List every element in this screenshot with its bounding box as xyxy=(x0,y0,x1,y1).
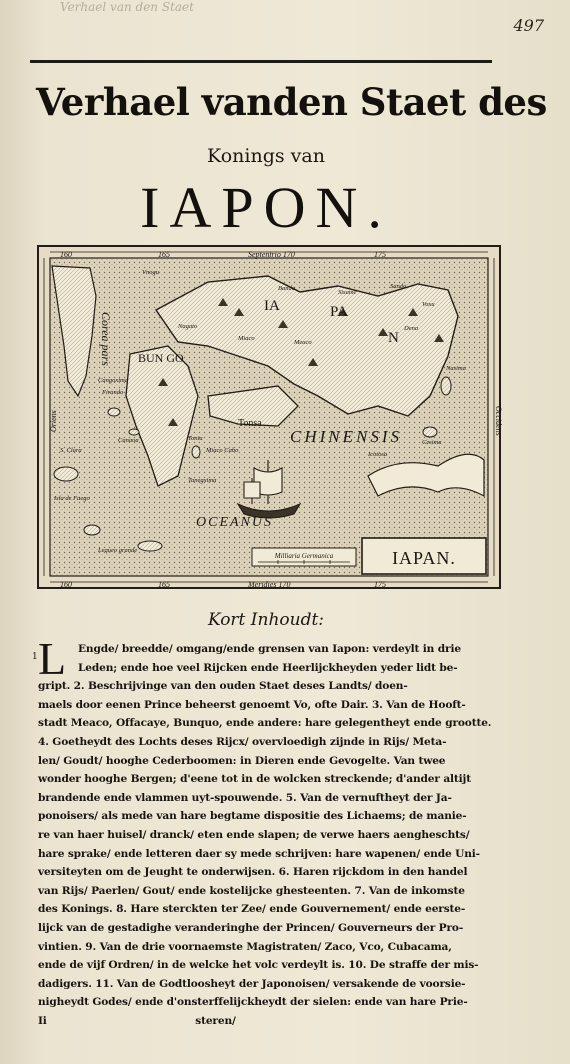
top-degree-label: 160 xyxy=(60,250,72,259)
text-line: Leden; ende hoe veel Rijcken ende Heerlijckheyden yeder lidt be- xyxy=(78,661,458,674)
place-label: Miaco xyxy=(238,335,255,342)
right-edge-label: Occidens xyxy=(494,406,503,436)
place-label: Sisame xyxy=(338,289,357,296)
text-line: re van haer huisel/ dranck/ eten ende slapen; de verwe haers aengheschts/ xyxy=(38,828,470,841)
summary-text xyxy=(32,633,510,1030)
text-line: len/ Goudt/ hooghe Cederboomen: in Dieren ende Gevogelte. Van twee xyxy=(38,754,446,767)
region-label: Tonsa xyxy=(238,418,262,429)
footnote-mark: 1 xyxy=(32,652,38,662)
page-title-caps: IAPON. xyxy=(140,175,392,240)
text-line: van Rijs/ Paerlen/ Gout/ ende kostelijcke ghesteenten. 7. Van de inkomste xyxy=(38,884,465,897)
left-edge-label: Oriens xyxy=(49,410,58,432)
top-degree-label: 175 xyxy=(374,250,386,259)
text-line: stadt Meaco, Offacaye, Bunquo, ende andere: hare gelegentheyt ende grootte. xyxy=(38,717,492,730)
place-label: Voxu xyxy=(422,301,435,308)
map-of-japan xyxy=(38,246,503,589)
text-line: brandende ende vlammen uyt-spouwende. 5. Van de vernuftheyt der Ja- xyxy=(38,791,452,804)
page-subtitle: Konings van xyxy=(207,145,325,167)
text-line: ende de vijf Ordren/ in de welcke het volc verdeylt is. 10. De straffe der mis- xyxy=(38,959,479,972)
text-line: Engde/ breedde/ omgang/ende grensen van Iapon: verdeylt in drie xyxy=(78,643,461,655)
place-label: Nagato xyxy=(178,323,198,330)
bottom-degree-label: 160 xyxy=(60,580,72,589)
scale-label: Milliaria Germanica xyxy=(274,552,334,560)
bottom-degree-label: 175 xyxy=(374,580,386,589)
text-line: lijck van de gestadighe veranderinghe der Princen/ Gouverneurs der Pro- xyxy=(38,921,464,934)
place-label: Tanegxima xyxy=(188,477,217,484)
sea-label-chinensis: CHINENSIS xyxy=(290,427,402,446)
text-line: vintien. 9. Van de drie voornaemste Magistraten/ Zaco, Vco, Cubacama, xyxy=(38,940,452,953)
place-label: Sando xyxy=(390,283,407,290)
region-label: PA xyxy=(330,304,348,320)
text-line: nigheydt Godes/ ende d'onsterffelijckheydt der sielen: ende van hare Prie- xyxy=(38,996,468,1009)
cartouche-label: IAPAN. xyxy=(392,548,456,568)
bottom-degree-label: Meridies 170 xyxy=(248,580,291,589)
top-degree-label: Septentrio 170 xyxy=(248,250,295,259)
region-label: N xyxy=(388,330,399,346)
place-label: Meaco xyxy=(294,339,312,346)
page-number: 497 xyxy=(513,16,544,35)
place-label: Firando xyxy=(102,389,124,396)
drop-cap: L xyxy=(38,633,66,684)
text-line: dadigers. 11. Van de Godtloosheyt der Japonoisen/ versakende de voorsie- xyxy=(38,977,466,990)
place-label: Vnogu xyxy=(142,269,159,276)
place-label: Lequeo grande xyxy=(98,547,138,554)
place-label: Icotosa xyxy=(368,451,388,458)
page-title-gothic: Verhael vanden Staet des xyxy=(36,80,547,124)
bottom-degree-label: 165 xyxy=(158,580,170,589)
top-degree-label: 165 xyxy=(158,250,170,259)
text-line: 4. Goetheydt des Lochts deses Rijcx/ overvloedigh zijnde in Rijs/ Meta- xyxy=(38,735,447,748)
header-rule xyxy=(30,60,492,63)
region-label: Corea pars xyxy=(99,312,113,366)
place-label: Bando xyxy=(278,285,295,292)
text-line: ponoisers/ als mede van hare begtame dispositie des Lichaems; de manie- xyxy=(38,810,467,823)
text-line: gript. 2. Beschrijvinge van den ouden Staet deses Landts/ doen- xyxy=(38,680,408,693)
place-label: Canaoa xyxy=(118,437,139,444)
place-label: Tonia xyxy=(188,435,203,442)
text-line: versiteyten om de Jeught te onderwijsen. 6. Haren rijckdom in den handel xyxy=(38,866,468,879)
place-label: Cesima xyxy=(422,439,442,446)
catchword-line: Ii steren/ xyxy=(38,1014,236,1027)
sea-label-oceanus: OCEANUS xyxy=(196,515,273,530)
map-svg xyxy=(38,246,503,589)
text-line: des Konings. 8. Hare sterckten ter Zee/ ende Gouvernement/ ende eerste- xyxy=(38,903,466,916)
place-label: Miaco Cabo xyxy=(206,447,239,454)
section-heading: Kort Inhoudt: xyxy=(207,610,325,630)
place-label: Nasima xyxy=(446,365,466,372)
place-label: Cangoxima xyxy=(98,377,128,384)
text-line: hare sprake/ ende letteren daer sy mede schrijven: hare wapenen/ ende Uni- xyxy=(38,847,480,860)
region-label: BUN GO xyxy=(138,351,184,365)
bleed-through-text: Verhael van den Staet xyxy=(60,0,194,14)
place-label: S. Clara xyxy=(60,447,82,454)
place-label: Isla de Fuego xyxy=(54,495,90,502)
text-line: wonder hooghe Bergen; d'eene tot in de wolcken streckende; d'ander altijt xyxy=(38,773,471,786)
region-label: IA xyxy=(264,298,280,314)
text-line: maels door eenen Prince beheerst genoemt Vo, ofte Dair. 3. Van de Hooft- xyxy=(38,698,466,711)
place-label: Dena xyxy=(404,325,419,332)
